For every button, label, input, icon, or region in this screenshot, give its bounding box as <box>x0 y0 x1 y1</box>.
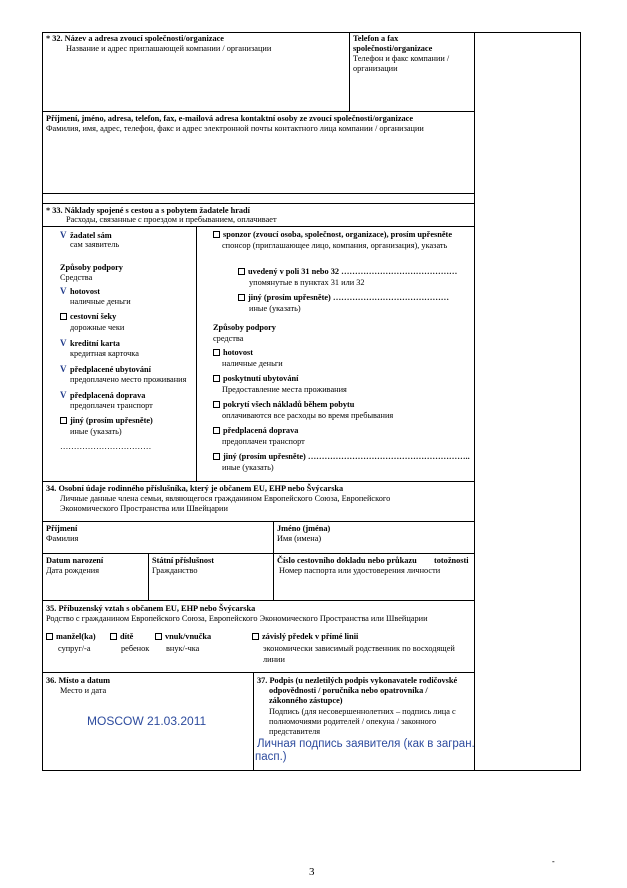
phone-title-2: společnosti/organizace <box>353 44 433 53</box>
section36-title-ru: Место и дата <box>60 686 107 695</box>
section33-title: * 33. Náklady spojené s cestou a s pobytem žadatele hradí <box>46 206 250 215</box>
divider-33-header-bottom <box>42 226 475 227</box>
option-label: kreditní karta <box>70 339 120 348</box>
left-option-credit-card[interactable] <box>60 338 120 350</box>
option-label: manžel(ka) <box>56 632 96 641</box>
relation-child-ru: ребенок <box>121 644 150 653</box>
phone-title-ru-2: организации <box>353 64 398 73</box>
family-member-dob-field[interactable] <box>44 554 147 599</box>
signature-value-1[interactable]: Личная подпись заявителя (как в загран. <box>257 738 475 750</box>
checkbox-icon <box>213 401 220 408</box>
option-applicant-ru: сам заявитель <box>70 240 120 249</box>
nationality-label: Státní příslušnost <box>152 556 215 565</box>
checkbox-icon <box>213 375 220 382</box>
left-option-cash-ru: наличные деньги <box>70 297 131 306</box>
checkbox-icon <box>238 268 245 275</box>
checkbox-icon <box>213 349 220 356</box>
first-name-label-ru: Имя (имена) <box>277 534 322 543</box>
left-option-prepaid-transport-ru: предоплачен транспорт <box>70 401 153 410</box>
divider-35-bottom <box>42 672 475 673</box>
check-mark-icon: V <box>60 338 67 348</box>
checkbox-icon <box>213 453 220 460</box>
right-option-other-ru: иные (указать) <box>222 463 274 472</box>
left-option-prepaid-accommodation-ru: предоплачено место проживания <box>70 375 187 384</box>
option-label: poskytnutí ubytování <box>223 374 299 383</box>
left-option-credit-card-ru: кредитная карточка <box>70 349 139 358</box>
section37-ru-2: полномочиями родителей / опекуна / законного <box>269 717 437 726</box>
left-option-prepaid-accommodation[interactable] <box>60 364 151 376</box>
phone-title-ru-1: Телефон и факс компании / <box>353 54 450 63</box>
frame-bottom <box>42 770 581 771</box>
section37-ru-1: Подпись (для несовершеннолетних – подпись лица с <box>269 707 456 716</box>
option-label: žadatel sám <box>70 231 112 240</box>
divider-34-bottom <box>42 600 475 601</box>
relation-child[interactable] <box>110 632 133 643</box>
document-number-label-ru: Номер паспорта или удостоверения личности <box>279 566 441 575</box>
checkbox-icon <box>46 633 53 640</box>
section32-title: * 32. Název a adresa zvoucí společnosti/organizace <box>46 34 224 43</box>
section33-title-ru: Расходы, связанные с проездом и пребыванием, оплачивает <box>66 215 277 224</box>
right-means-ru: средства <box>213 334 244 343</box>
phone-title-1: Telefon a fax <box>353 34 399 43</box>
left-means-ru: Средства <box>60 273 93 282</box>
left-other-dots-field[interactable]: …………………………… <box>60 442 152 451</box>
first-name-label: Jméno (jména) <box>277 524 331 533</box>
family-member-name-field[interactable] <box>275 522 473 552</box>
checkbox-icon <box>60 313 67 320</box>
section34-title-ru-1: Личные данные члена семьи, являющегося гражданином Европейского Союза, Европейского <box>60 494 391 503</box>
surname-label: Příjmení <box>46 524 78 533</box>
family-member-nationality-field[interactable] <box>150 554 272 599</box>
document-number-label: Číslo cestovního dokladu nebo průkazu <box>277 556 417 565</box>
sponsor-option-field-31-32-ru: упомянутые в пунктах 31 или 32 <box>249 278 365 287</box>
option-label: jiný (prosím upřesněte) …………………………………… <box>248 293 450 302</box>
section36-title: 36. Místo a datum <box>46 676 111 685</box>
contact-person-field[interactable] <box>44 136 473 192</box>
divider-33-bottom <box>42 481 475 482</box>
section37-title-3: zákonného zástupce) <box>269 696 343 705</box>
relation-spouse-ru: супруг/-а <box>58 644 91 653</box>
left-option-cash[interactable] <box>60 286 100 298</box>
option-label: vnuk/vnučka <box>165 632 212 641</box>
divider-34-dob <box>148 553 149 601</box>
right-option-cash-ru: наличные деньги <box>222 359 283 368</box>
section37-ru-3: представителя <box>269 727 321 736</box>
relation-dependent-ascendant[interactable] <box>252 632 358 643</box>
option-label: předplacené ubytování <box>70 365 151 374</box>
left-option-travellers-cheques[interactable] <box>60 312 116 323</box>
section32-title-ru: Название и адрес приглашающей компании / организации <box>66 44 272 53</box>
company-phone-fax-field[interactable] <box>351 76 473 110</box>
checkbox-icon <box>252 633 259 640</box>
divider-32-phone <box>349 32 350 112</box>
form-right-divider <box>474 32 475 771</box>
option-label: sponzor (zvoucí osoba, společnost, organizace), prosím upřesněte <box>223 230 452 239</box>
right-option-prepaid-transport-ru: предоплачен транспорт <box>222 437 305 446</box>
divider-contact-bottom <box>42 193 475 194</box>
surname-label-ru: Фамилия <box>46 534 79 543</box>
right-option-all-expenses-ru: оплачиваются все расходы во время пребывания <box>222 411 394 420</box>
option-label: předplacená doprava <box>70 391 146 400</box>
section37-title-1: 37. Podpis (u nezletilých podpis vykonavatele rodičovské <box>257 676 458 685</box>
checkbox-icon <box>213 427 220 434</box>
section37-title-2: odpovědnosti / poručníka nebo opatrovníka / <box>269 686 428 695</box>
checkbox-icon <box>213 231 220 238</box>
left-option-prepaid-transport[interactable] <box>60 390 145 402</box>
checkbox-icon <box>155 633 162 640</box>
right-option-other[interactable] <box>213 452 470 463</box>
page-number: 3 <box>309 866 315 878</box>
frame-right <box>580 32 581 771</box>
frame-left <box>42 32 43 771</box>
section34-title-ru-2: Экономического Пространства или Швейцарии <box>60 504 228 513</box>
family-member-surname-field[interactable] <box>44 522 272 552</box>
checkbox-icon <box>238 294 245 301</box>
check-mark-icon: V <box>60 364 67 374</box>
left-option-other[interactable] <box>60 416 153 427</box>
contact-title: Příjmení, jméno, adresa, telefon, fax, e-mailová adresa kontaktní osoby ze zvoucí společnosti/organizace <box>46 114 414 123</box>
family-member-document-field[interactable] <box>275 577 473 599</box>
section34-title: 34. Osobní údaje rodinného příslušníka, který je občanem EU, EHP nebo Švýcarska <box>46 484 344 493</box>
right-option-prepaid-transport[interactable] <box>213 426 298 437</box>
divider-34-name <box>273 521 274 601</box>
document-number-label-2: totožnosti <box>434 556 469 565</box>
divider-empty-bottom <box>42 203 475 204</box>
left-means-title: Způsoby podpory <box>60 263 123 272</box>
divider-32-bottom <box>42 111 475 112</box>
option-label: hotovost <box>223 348 253 357</box>
frame-top <box>42 32 581 33</box>
signature-value-2[interactable]: пасп.) <box>255 751 287 763</box>
left-option-travellers-cheques-ru: дорожные чеки <box>70 323 125 332</box>
sponsor-option-other-ru: иные (указать) <box>249 304 301 313</box>
divider-33-columns <box>196 226 197 482</box>
right-option-accommodation[interactable] <box>213 374 298 385</box>
option-label: pokrytí všech nákladů během pobytu <box>223 400 355 409</box>
check-mark-icon: V <box>60 230 67 240</box>
checkbox-icon <box>110 633 117 640</box>
section35-title: 35. Příbuzenský vztah s občanem EU, EHP nebo Švýcarska <box>46 604 256 613</box>
option-label: dítě <box>120 632 134 641</box>
option-sponsor-ru: спонсор (приглашающее лицо, компания, организация), указать <box>222 241 448 250</box>
option-label: závislý předek v přímé linii <box>262 632 359 641</box>
checkbox-icon <box>60 417 67 424</box>
relation-grandchild[interactable] <box>155 632 211 643</box>
option-label: jiný (prosím upřesněte) <box>70 416 153 425</box>
company-name-address-field[interactable] <box>44 58 347 110</box>
dob-label: Datum narození <box>46 556 104 565</box>
right-means-title: Způsoby podpory <box>213 323 276 332</box>
option-label: cestovní šeky <box>70 312 117 321</box>
dob-label-ru: Дата рождения <box>46 566 100 575</box>
divider-36-37 <box>253 672 254 771</box>
place-date-value[interactable]: MOSCOW 21.03.2011 <box>87 714 207 728</box>
option-label: hotovost <box>70 287 100 296</box>
check-mark-icon: V <box>60 390 67 400</box>
relation-dependent-ascendant-ru: экономически зависимый родственник по восходящей <box>263 644 455 653</box>
right-option-cash[interactable] <box>213 348 253 359</box>
relation-dependent-ascendant-ru-2: линии <box>263 655 285 664</box>
option-sponsor[interactable] <box>213 230 452 241</box>
sponsor-option-other[interactable] <box>238 293 449 304</box>
relation-grandchild-ru: внук/-чка <box>166 644 200 653</box>
option-label: jiný (prosím upřesněte) ………………………………………………….. <box>223 452 470 461</box>
section35-title-ru: Родство с гражданином Европейского Союза, Европейского Экономического Пространства или Швейцарии <box>46 614 428 623</box>
right-option-accommodation-ru: Предоставление места проживания <box>222 385 347 394</box>
footer-mark: - <box>552 857 555 866</box>
option-label: předplacená doprava <box>223 426 299 435</box>
left-option-other-ru: иные (указать) <box>70 427 122 436</box>
check-mark-icon: V <box>60 286 67 296</box>
nationality-label-ru: Гражданство <box>152 566 198 575</box>
sponsor-option-field-31-32[interactable] <box>238 267 457 278</box>
option-label: uvedený v poli 31 nebo 32 …………………………………… <box>248 267 458 276</box>
contact-title-ru: Фамилия, имя, адрес, телефон, факс и адрес электронной почты контактного лица компании / организации <box>46 124 424 133</box>
right-option-all-expenses[interactable] <box>213 400 354 411</box>
relation-spouse[interactable] <box>46 632 96 643</box>
